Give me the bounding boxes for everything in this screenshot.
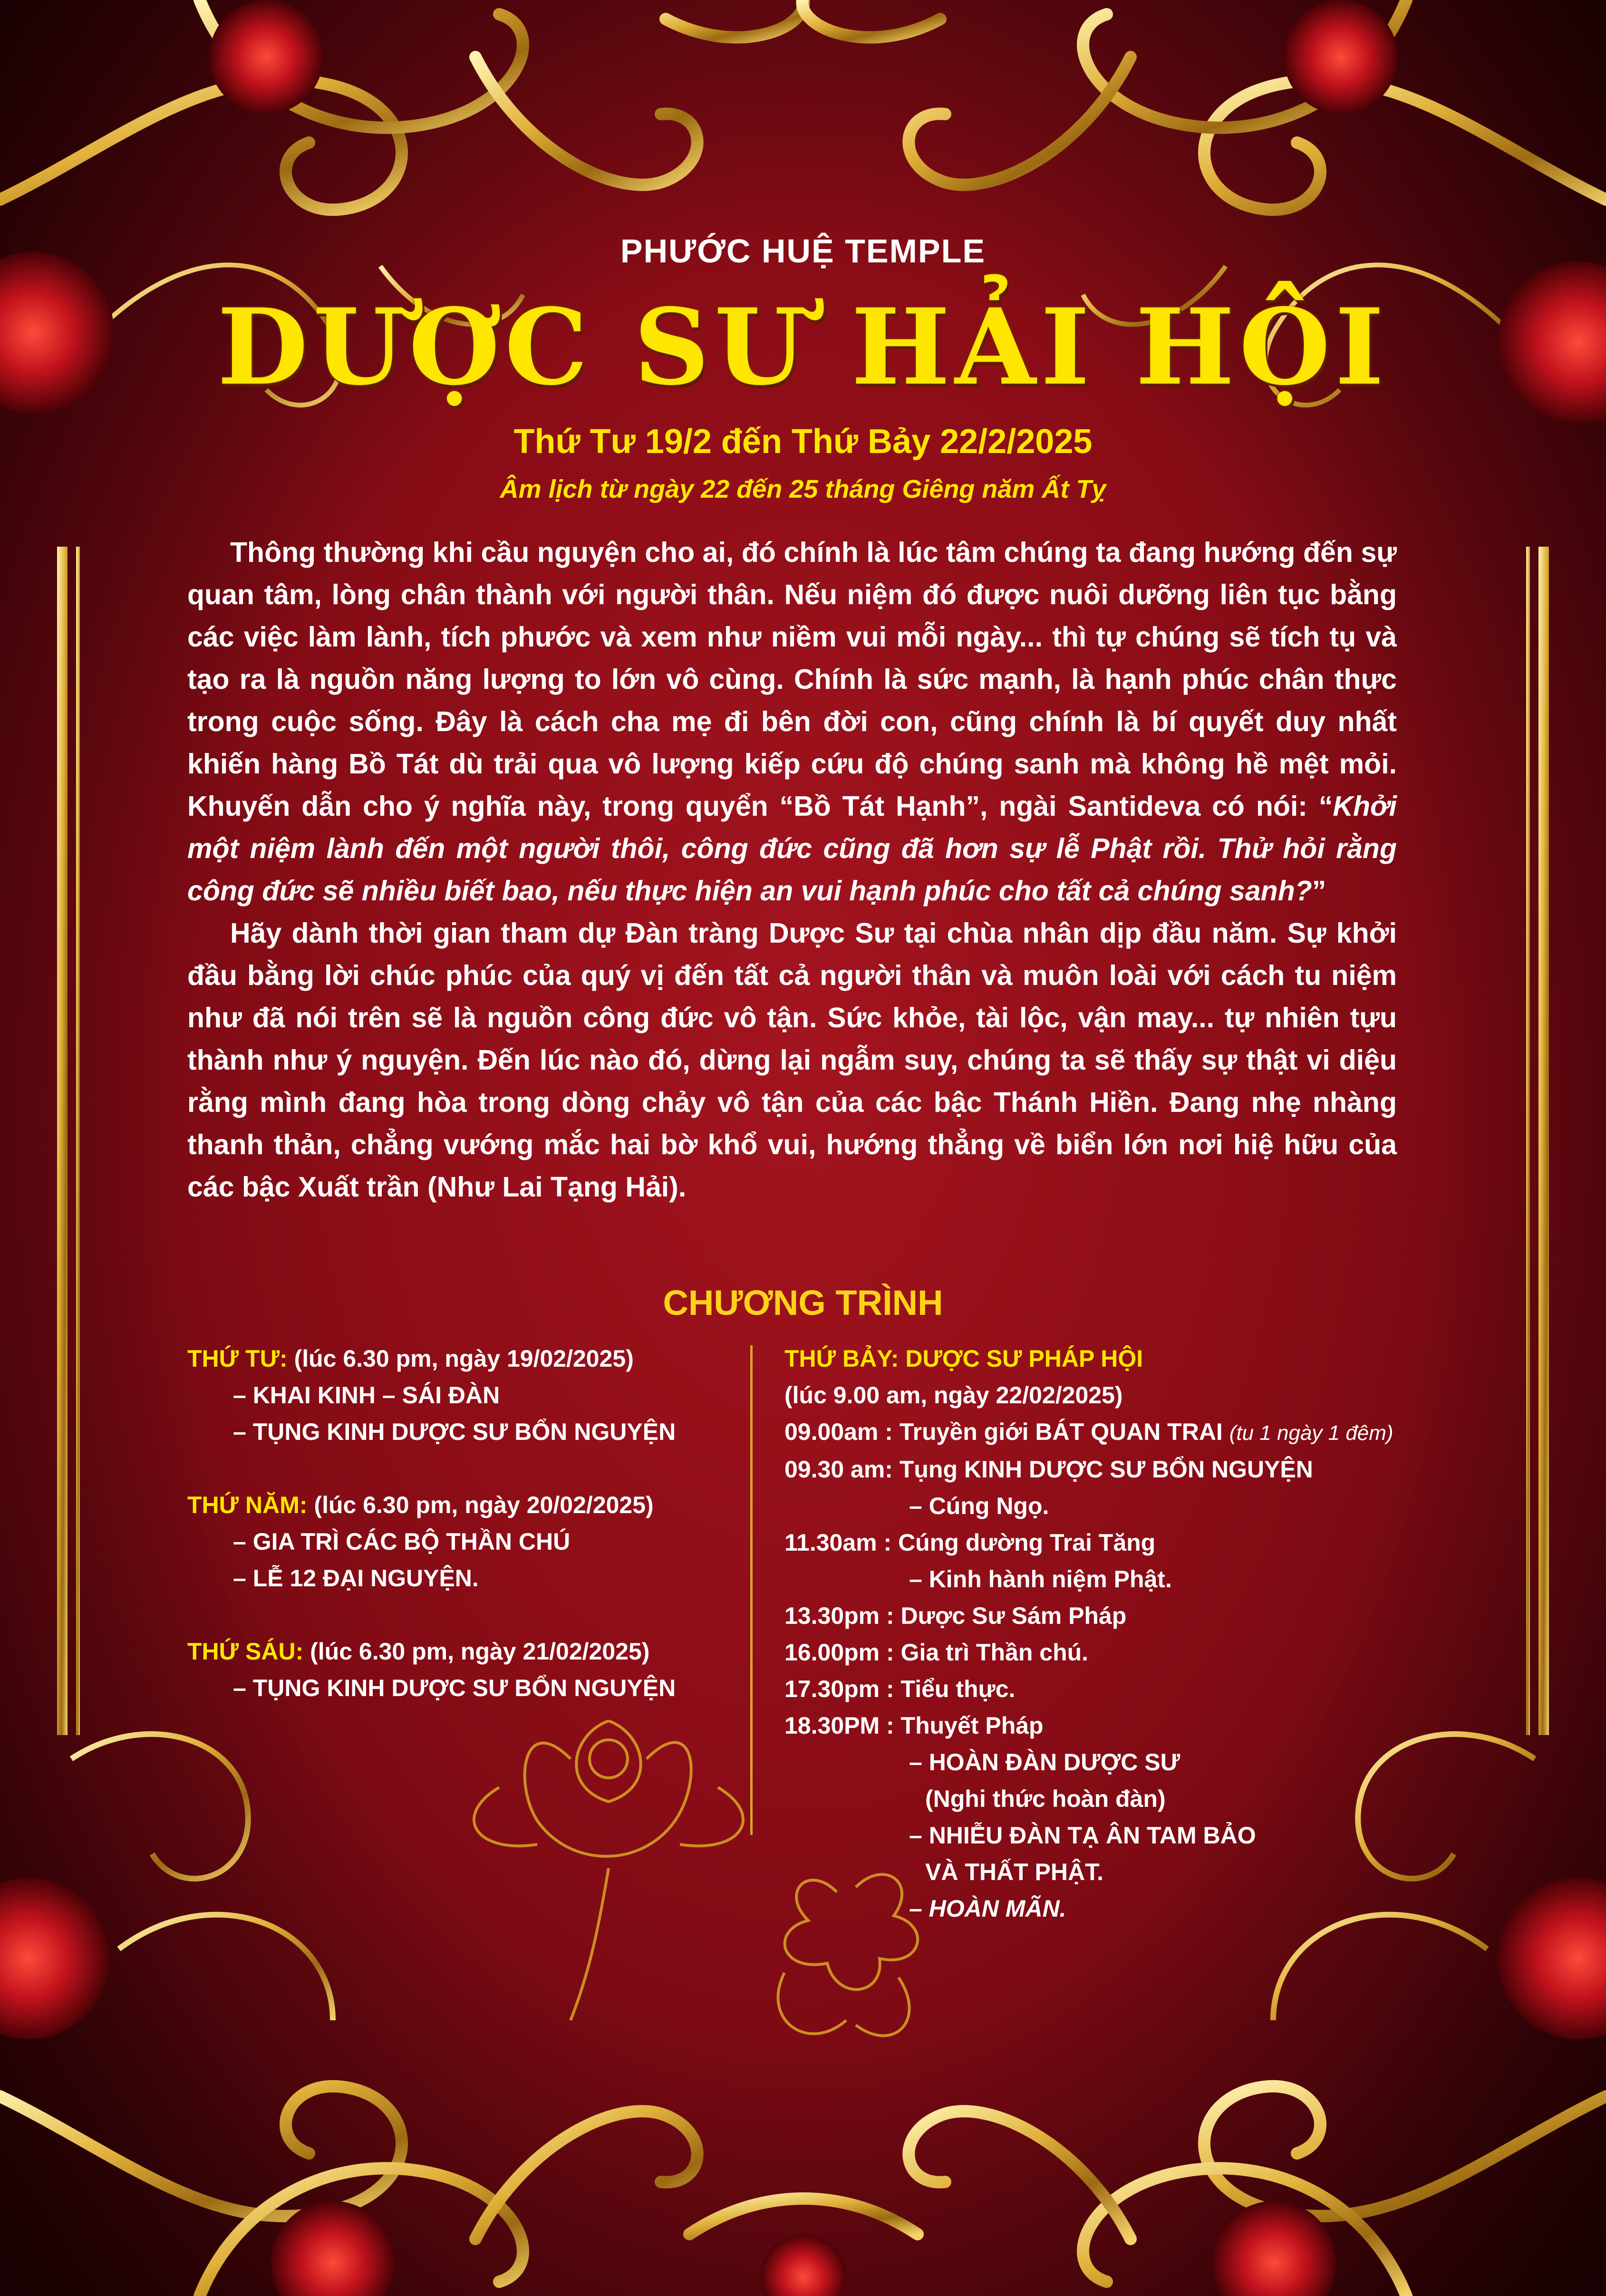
schedule-friday <box>187 1633 734 1707</box>
intro-paragraph-1: Thông thường khi cầu nguyện cho ai, đó chính là lúc tâm chúng ta đang hướng đến sự quan tâm, lòng chân thành với người thân. Nếu niệm đó được nuôi dưỡng liên tục bằng các việc làm lành, tích phước và xem như niềm vui mỗi ngày... thì tự chúng sẽ tích tụ và tạo ra là nguồn năng lượng to lớn vô cùng. Chính là sức mạnh, là hạnh phúc chân thực trong cuộc sống. Đây là cách cha mẹ đi bên đời con, cũng chính là bí quyết duy nhất khiến hàng Bồ Tát dù trải qua vô lượng kiếp cứu độ chúng sanh mà không hề mệt mỏi. Khuyến dẫn cho ý nghĩa này, trong quyển “Bồ Tát Hạnh”, ngài Santideva có nói: “Khởi một niệm lành đến một người thôi, công đức cũng đã hơn sự lễ Phật rồi. Thử hỏi rằng công đức sẽ nhiều biết bao, nếu thực hiện an vui hạnh phúc cho tất cả chúng sanh?” <box>187 537 1397 907</box>
schedule-subitem: – NHIỄU ĐÀN TẠ ÂN TAM BẢO <box>909 1822 1256 1849</box>
day-time: (lúc 6.30 pm, ngày 21/02/2025) <box>303 1638 650 1665</box>
event-title: DƯỢC SƯ HẢI HỘI <box>217 285 1389 408</box>
intro-paragraph-2: Hãy dành thời gian tham dự Đàn tràng Dược Sư tại chùa nhân dịp đầu năm. Sự khởi đầu bằng lời chúc phúc của quý vị đến tất cả người thân và muôn loài với cách tu niệm như đã nói trên sẽ là nguồn công đức vô tận. Sức khỏe, tài lộc, vận may... tự nhiên tựu thành như ý nguyện. Đến lúc nào đó, dừng lại ngẫm suy, chúng ta sẽ thấy sự thật vi diệu rằng mình đang hòa trong dòng chảy vô tận của các bậc Thánh Hiền. Đang nhẹ nhàng thanh thản, chẳng vướng mắc hai bờ khổ vui, hướng thẳng về biển lớn nơi hiệ hữu của các bậc Xuất trần (Như Lai Tạng Hải). <box>187 917 1397 1203</box>
santideva-quote: Khởi một niệm lành đến một người thôi, công đức cũng đã hơn sự lễ Phật rồi. Thử hỏi rằng công đức sẽ nhiều biết bao, nếu thực hiện an vui hạnh phúc cho tất cả chúng sanh? <box>187 791 1397 907</box>
schedule-item: 11.30am : Cúng dường Trai Tăng <box>784 1529 1156 1556</box>
day-label: THỨ BẢY: DƯỢC SƯ PHÁP HỘI <box>784 1345 1143 1372</box>
program-left-column <box>187 1341 734 1743</box>
day-label: THỨ TƯ: <box>187 1345 288 1372</box>
program-heading: CHƯƠNG TRÌNH <box>663 1283 943 1322</box>
column-divider <box>750 1345 753 1835</box>
schedule-subitem: – Kinh hành niệm Phật. <box>909 1566 1172 1592</box>
temple-name: PHƯỚC HUỆ TEMPLE <box>620 232 986 270</box>
schedule-item: 18.30PM : Thuyết Pháp <box>784 1712 1044 1739</box>
schedule-subitem: – Cúng Ngọ. <box>909 1493 1049 1519</box>
day-time: (lúc 9.00 am, ngày 22/02/2025) <box>784 1382 1123 1408</box>
schedule-item: 16.00pm : Gia trì Thần chú. <box>784 1639 1089 1666</box>
schedule-item: 17.30pm : Tiểu thực. <box>784 1676 1016 1702</box>
schedule-item: – KHAI KINH – SÁI ĐÀN <box>233 1382 500 1408</box>
schedule-wednesday <box>187 1341 734 1450</box>
schedule-subitem: (Nghi thức hoàn đàn) <box>925 1785 1166 1812</box>
schedule-subitem: – HOÀN ĐÀN DƯỢC SƯ <box>909 1749 1180 1775</box>
event-date: Thứ Tư 19/2 đến Thứ Bảy 22/2/2025 <box>513 423 1093 461</box>
schedule-item: – LỄ 12 ĐẠI NGUYỆN. <box>233 1565 479 1592</box>
day-label: THỨ SÁU: <box>187 1638 304 1665</box>
schedule-item: 09.30 am: Tụng KINH DƯỢC SƯ BỔN NGUYỆN <box>784 1456 1313 1483</box>
schedule-thursday <box>187 1487 734 1597</box>
lunar-date: Âm lịch từ ngày 22 đến 25 tháng Giêng năm Ất Tỵ <box>500 475 1106 503</box>
schedule-subitem: – HOÀN MÃN. <box>909 1895 1066 1922</box>
schedule-note: (tu 1 ngày 1 đêm) <box>1229 1421 1393 1445</box>
day-label: THỨ NĂM: <box>187 1492 308 1518</box>
intro-text <box>187 531 1397 1208</box>
day-time: (lúc 6.30 pm, ngày 20/02/2025) <box>307 1492 654 1518</box>
schedule-item: – TỤNG KINH DƯỢC SƯ BỔN NGUYỆN <box>233 1675 676 1701</box>
schedule-item: 09.00am : Truyền giới BÁT QUAN TRAI (tu 1 ngày 1 đêm) <box>784 1418 1393 1445</box>
schedule-subitem: VÀ THẤT PHẬT. <box>925 1859 1103 1885</box>
schedule-item: – TỤNG KINH DƯỢC SƯ BỔN NGUYỆN <box>233 1418 676 1445</box>
schedule-saturday <box>784 1341 1498 1927</box>
schedule-item: – GIA TRÌ CÁC BỘ THẦN CHÚ <box>233 1528 571 1555</box>
schedule-item: 13.30pm : Dược Sư Sám Pháp <box>784 1602 1127 1629</box>
day-time: (lúc 6.30 pm, ngày 19/02/2025) <box>287 1345 634 1372</box>
